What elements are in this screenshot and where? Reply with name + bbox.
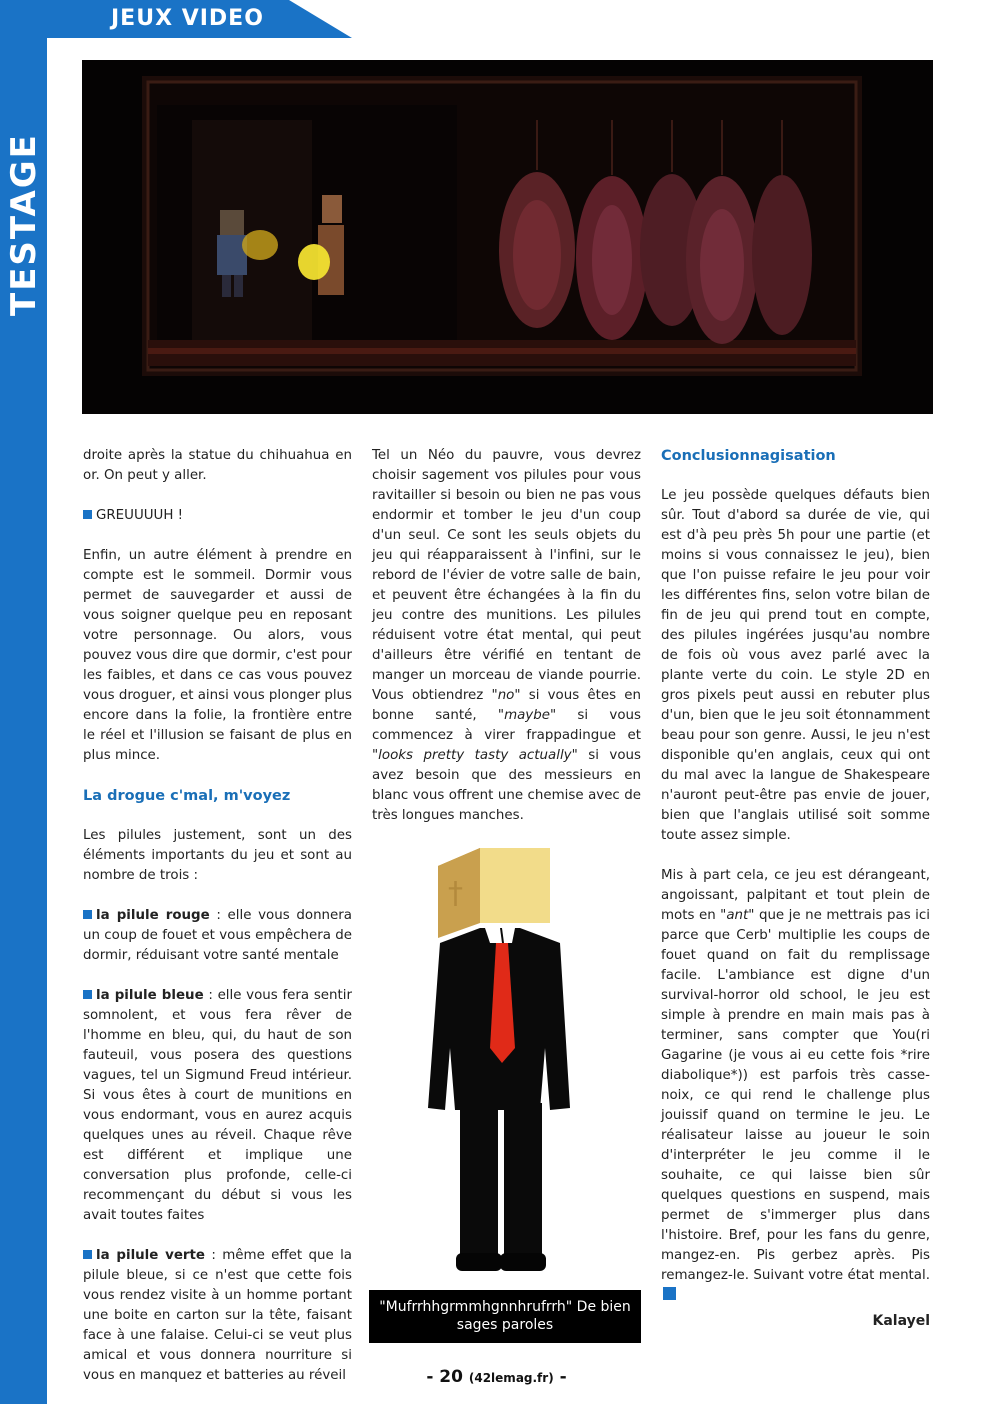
pill-green-label: la pilule verte bbox=[96, 1248, 206, 1263]
paragraph bbox=[661, 866, 930, 1306]
paragraph-greuh bbox=[83, 506, 352, 526]
article-column-3 bbox=[661, 446, 930, 1326]
pill-red-label: la pilule rouge bbox=[96, 908, 210, 923]
site-url: (42lemag.fr) bbox=[468, 1371, 554, 1385]
svg-text:†: † bbox=[448, 876, 463, 911]
bullet-square-icon bbox=[83, 910, 92, 919]
text-run: " si vous commencez à virer frappadingue et " bbox=[372, 708, 641, 763]
page-footer bbox=[0, 1367, 993, 1387]
article-column-2 bbox=[372, 446, 641, 846]
box-head-man-image bbox=[420, 848, 620, 1278]
section-tab-label: JEUX VIDEO bbox=[111, 6, 264, 31]
italic-run: looks pretty tasty actually bbox=[378, 748, 572, 763]
box-head-man-illustration bbox=[420, 848, 620, 1278]
page-number: - 20 bbox=[426, 1367, 463, 1387]
pill-red-text: : elle vous donnera un coup de fouet et vous empêchera de dormir, réduisant votre santé mentale bbox=[83, 908, 352, 963]
section-heading: Conclusionnagisation bbox=[661, 448, 836, 464]
game-screenshot bbox=[82, 60, 933, 414]
section-sidebar bbox=[0, 0, 47, 1404]
paragraph bbox=[372, 446, 641, 826]
pill-green-text: : même effet que la pilule bleue, si ce n'est que cette fois vous rendez visite à un homme portant une boite en carton sur la tête, faisant face à une falaise. Celui-ci se veut plus amical et vous donnera nourriture si vous en manquez et batteries au réveil bbox=[83, 1248, 352, 1383]
paragraph: Enfin, un autre élément à prendre en compte est le sommeil. Dormir vous permet de sauvegarder et aussi de vous soigner quelque peu en reposant votre personnage. Ou alors, vous pouvez vous dire que dormir, c'est pour les faibles, et dans ce cas vous pouvez vous droguer, et ainsi vous plonger plus encore dans la folie, la frontière entre le réel et l'illusion se faisant de plus en plus mince. bbox=[83, 548, 353, 763]
image-caption: "Mufrrhhgrmmhgnnhrufrrh" De bien sages paroles bbox=[369, 1290, 641, 1343]
text-run: Tel un Néo du pauvre, vous devrez choisir sagement vos pilules pour vous ravitailler si besoin ou bien ne pas vous endormir et tomber le jeu d'un coup d'un seul. Ce sont les seuls objets du jeu qui réapparaissent à l'infini, sur le rebord de l'évier de votre salle de bain, et peuvent être échangées à la fin du jeu contre des munitions. Les pilules réduisent votre état mental, qui peut d'ailleurs être vérifié en tentant de manger un morceau de viande pourrie. Vous obtiendrez " bbox=[372, 448, 641, 703]
author-signature: Kalayel bbox=[872, 1313, 930, 1329]
article-column-1 bbox=[83, 446, 352, 1406]
section-tab bbox=[47, 0, 352, 38]
text-run: " si vous êtes en bonne santé, " bbox=[372, 688, 641, 723]
paragraph: droite après la statue du chihuahua en or. On peut y aller. bbox=[83, 448, 352, 483]
bullet-square-icon bbox=[83, 510, 92, 519]
italic-run: ant bbox=[726, 908, 749, 923]
pill-blue-item bbox=[83, 986, 352, 1226]
greuh-text: GREUUUUH ! bbox=[96, 508, 184, 523]
paragraph: Le jeu possède quelques défauts bien sûr. Tout d'abord sa durée de vie, qui est d'à peu près 5h pour une partie (et moins si vous connaissez le jeu), bien que l'on puisse refaire le jeu pour voir les différentes fins, selon votre bilan de fin de jeu qui prend tout en compte, des pilules ingérées jusqu'au nombre de fois où vous avez parlé avec la plante verte du coin. Le style 2D en gros pixels peut aussi en rebuter plus d'un, bien que le jeu soit étonnamment beau pour son genre. Aussi, le jeu n'est disponible qu'en anglais, ceux qui ont du mal avec la langue de Shakespeare n'auront peut-être pas envie de jouer, bien que l'anglais utilisé soit somme toute assez simple. bbox=[661, 488, 930, 843]
bullet-square-icon bbox=[83, 1250, 92, 1259]
pill-blue-label: la pilule bleue bbox=[96, 988, 204, 1003]
footer-dash: - bbox=[559, 1367, 567, 1387]
game-scene-image bbox=[82, 60, 933, 414]
section-side-label: TESTAGE bbox=[4, 133, 44, 316]
section-heading: La drogue c'mal, m'voyez bbox=[83, 788, 291, 804]
text-run: " si vous avez besoin que des messieurs en blanc vous offrent une chemise avec de très longues manches. bbox=[372, 748, 642, 823]
bullet-square-icon bbox=[83, 990, 92, 999]
text-run: Mis à part cela, ce jeu est dérangeant, angoissant, palpitant et tout plein de mots en " bbox=[661, 868, 930, 923]
pill-red-item bbox=[83, 906, 352, 966]
italic-run: no bbox=[497, 688, 515, 703]
end-mark-square-icon bbox=[663, 1287, 676, 1300]
text-run: " que je ne mettrais pas ici parce que Cerb' multiplie les coups de fouet quand on fait du remplissage facile. L'ambiance est digne d'un survival-horror old school, le jeu est simple à prendre en main mais pas à terminer, sans compter que You(ri Gagarine (je vous ai eu cette fois *rire diabolique*)) est parfois très casse-noix, ce qui rend le challenge plus jouissif quand on termine le jeu. Le réalisateur laisse au joueur le soin d'interpréter le jeu comme il le souhaite, ce qui laisse bien sûr quelques questions en suspend, mais permet de s'immerger plus dans l'histoire. Bref, pour les fans du genre, mangez-en. Pis gerbez après. Pis remangez-le. Suivant votre état mental. bbox=[661, 908, 930, 1283]
pill-blue-text: : elle vous fera sentir somnolent, et vous fera rêver de l'homme en bleu, qui, du haut de son fauteuil, vous posera des questions vagues, tel un Sigmund Freud intérieur. Si vous êtes à court de munitions en vous endormant, vous en aurez acquis quelques unes au réveil. Chaque rêve est différent et implique une conversation plus profonde, celle-ci recommençant du début si vous les avait toutes faites bbox=[83, 988, 352, 1223]
pill-green-item bbox=[83, 1246, 352, 1386]
paragraph: Les pilules justement, sont un des éléments importants du jeu et sont au nombre de trois : bbox=[83, 828, 352, 883]
italic-run: maybe bbox=[504, 708, 550, 723]
